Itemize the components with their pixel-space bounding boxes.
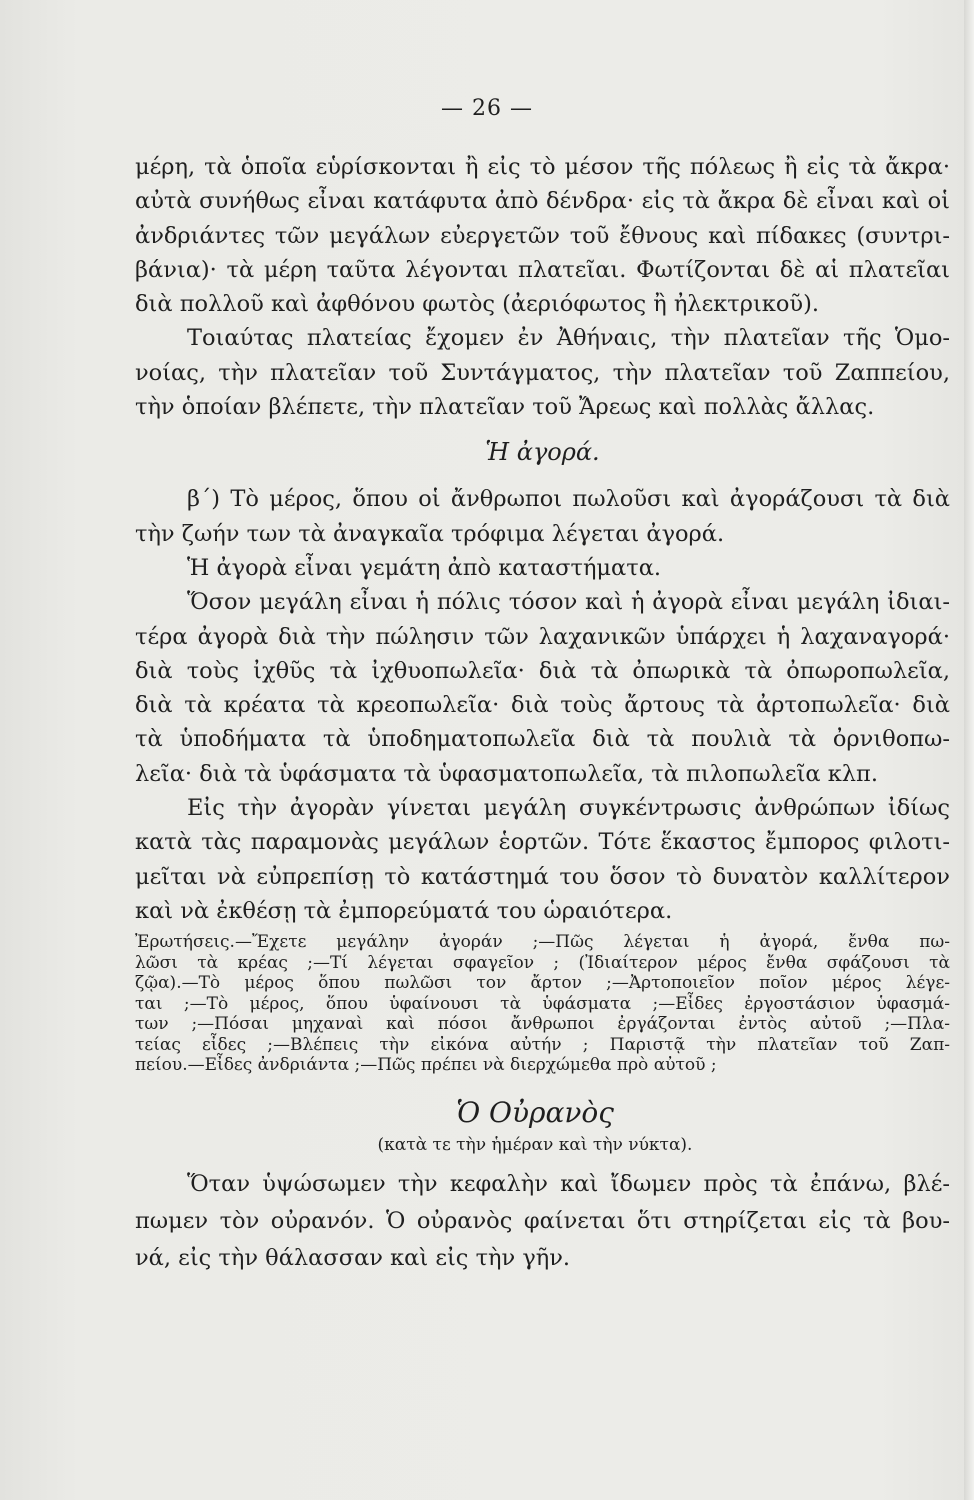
text-line: τὰ ὑποδήματα τὰ ὑποδηματοπωλεῖα διὰ τὰ πουλιὰ τὰ ὀρνιθοπω- bbox=[135, 726, 950, 753]
page-content bbox=[135, 150, 950, 1277]
text-line: καὶ νὰ ἐκθέσῃ τὰ ἐμπορεύματά του ὡραιότερα. bbox=[135, 897, 673, 924]
text-line: ἀνδριάντες τῶν μεγάλων εὐεργετῶν τοῦ ἔθνους καὶ πίδακες (συντρι- bbox=[135, 222, 950, 249]
section-heading-ouranos: Ὁ Οὐρανὸς bbox=[456, 1095, 614, 1129]
paragraph-athens-squares bbox=[135, 321, 950, 424]
paragraph-agora-shops bbox=[135, 551, 950, 585]
text-line: Ἡ ἀγορὰ εἶναι γεμάτη ἀπὸ καταστήματα. bbox=[187, 554, 662, 581]
text-line: νά, εἰς τὴν θάλασσαν καὶ εἰς τὴν γῆν. bbox=[135, 1244, 571, 1271]
text-line: μέρη, τὰ ὁποῖα εὑρίσκονται ἢ εἰς τὸ μέσον τῆς πόλεως ἢ εἰς τὰ ἄκρα· bbox=[135, 154, 950, 180]
text-line: Εἰς τὴν ἀγορὰν γίνεται μεγάλη συγκέντρωσις ἀνθρώπων ἰδίως bbox=[187, 795, 950, 822]
paragraph-agora-definition bbox=[135, 482, 950, 551]
paragraph-squares bbox=[135, 150, 950, 321]
question-line: ζῷα).—Τὸ μέρος ὅπου πωλῶσι τον ἄρτον ;—Ἀρτοποιεῖον ποῖον μέρος λέγε- bbox=[135, 973, 950, 994]
paragraph-agora-festivals bbox=[135, 791, 950, 928]
page-edge-shadow bbox=[964, 0, 974, 1500]
paragraph-agora-types bbox=[135, 585, 950, 791]
text-line: λεῖα· διὰ τὰ ὑφάσματα τὰ ὑφασματοπωλεῖα, τὰ πιλοπωλεῖα κλπ. bbox=[135, 760, 878, 787]
text-line: τέρα ἀγορὰ διὰ τὴν πώλησιν τῶν λαχανικῶν ὑπάρχει ἡ λαχαναγορά· bbox=[135, 623, 950, 650]
text-line: Τοιαύτας πλατείας ἔχομεν ἐν Ἀθήναις, τὴν πλατεῖαν τῆς Ὁμο- bbox=[187, 325, 950, 352]
question-line: ται ;—Τὸ μέρος, ὅπου ὑφαίνουσι τὰ ὑφάσματα ;—Εἶδες ἐργοστάσιον ὑφασμά- bbox=[135, 993, 950, 1014]
text-line: αὐτὰ συνήθως εἶναι κατάφυτα ἀπὸ δένδρα· εἰς τὰ ἄκρα δὲ εἶναι καὶ οἱ bbox=[135, 188, 950, 215]
section-heading-agora: Ἡ ἀγορά. bbox=[485, 438, 600, 467]
text-line: Ὅσον μεγάλη εἶναι ἡ πόλις τόσον καὶ ἡ ἀγορὰ εἶναι μεγάλη ἰδιαι- bbox=[187, 589, 950, 616]
text-line: κατὰ τὰς παραμονὰς μεγάλων ἑορτῶν. Τότε ἕκαστος ἔμπορος φιλοτι- bbox=[135, 829, 950, 856]
text-line: διὰ τὰ κρέατα τὰ κρεοπωλεῖα· διὰ τοὺς ἄρτους τὰ ἀρτοπωλεῖα· διὰ bbox=[135, 692, 950, 719]
text-line: νοίας, τὴν πλατεῖαν τοῦ Συντάγματος, τὴν πλατεῖαν τοῦ Ζαππείου, bbox=[135, 359, 950, 386]
text-line: διὰ πολλοῦ καὶ ἀφθόνου φωτὸς (ἀεριόφωτος ἢ ἠλεκτρικοῦ). bbox=[135, 291, 819, 318]
question-line: πείου.—Εἶδες ἀνδριάντα ;—Πῶς πρέπει νὰ διερχώμεθα πρὸ αὐτοῦ ; bbox=[135, 1055, 717, 1076]
paragraph-sky bbox=[135, 1166, 950, 1277]
questions-block bbox=[135, 932, 950, 1076]
question-line: λῶσι τὰ κρέας ;—Τί λέγεται σφαγεῖον ; (Ἰδιαίτερον μέρος ἔνθα σφάζουσι τὰ bbox=[135, 952, 950, 973]
question-line: τείας εἶδες ;—Βλέπεις τὴν εἰκόνα αὐτήν ; Παριστᾷ τὴν πλατεῖαν τοῦ Ζαπ- bbox=[135, 1034, 950, 1055]
text-line: τὴν ζωήν των τὰ ἀναγκαῖα τρόφιμα λέγεται ἀγορά. bbox=[135, 520, 725, 547]
text-line: μεῖται νὰ εὐπρεπίσῃ τὸ κατάστημά του ὅσον τὸ δυνατὸν καλλίτερον bbox=[135, 863, 950, 890]
question-line: Ἐρωτήσεις.—Ἔχετε μεγάλην ἀγοράν ;—Πῶς λέγεται ἡ ἀγορά, ἔνθα πω- bbox=[135, 932, 950, 953]
text-line: διὰ τοὺς ἰχθῦς τὰ ἰχθυοπωλεῖα· διὰ τὰ ὀπωρικὰ τὰ ὀπωροπωλεῖα, bbox=[135, 657, 950, 684]
text-line: πωμεν τὸν οὐρανόν. Ὁ οὐρανὸς φαίνεται ὅτι στηρίζεται εἰς τὰ βου- bbox=[135, 1207, 950, 1234]
text-line: β΄) Τὸ μέρος, ὅπου οἱ ἄνθρωποι πωλοῦσι καὶ ἀγοράζουσι τὰ διὰ bbox=[187, 486, 950, 513]
page-number: — 26 — bbox=[441, 96, 533, 121]
text-line: βάνια)· τὰ μέρη ταῦτα λέγονται πλατεῖαι. Φωτίζονται δὲ αἱ πλατεῖαι bbox=[135, 256, 950, 283]
question-line: των ;—Πόσαι μηχαναὶ καὶ πόσοι ἄνθρωποι ἐργάζονται ἐντὸς αὐτοῦ ;—Πλα- bbox=[135, 1014, 950, 1035]
section-subheading-ouranos: (κατὰ τε τὴν ἡμέραν καὶ τὴν νύκτα). bbox=[377, 1134, 693, 1155]
text-line: τὴν ὁποίαν βλέπετε, τὴν πλατεῖαν τοῦ Ἄρεως καὶ πολλὰς ἄλλας. bbox=[135, 394, 875, 421]
text-line: Ὅταν ὑψώσωμεν τὴν κεφαλὴν καὶ ἴδωμεν πρὸς τὰ ἐπάνω, βλέ- bbox=[187, 1170, 950, 1197]
